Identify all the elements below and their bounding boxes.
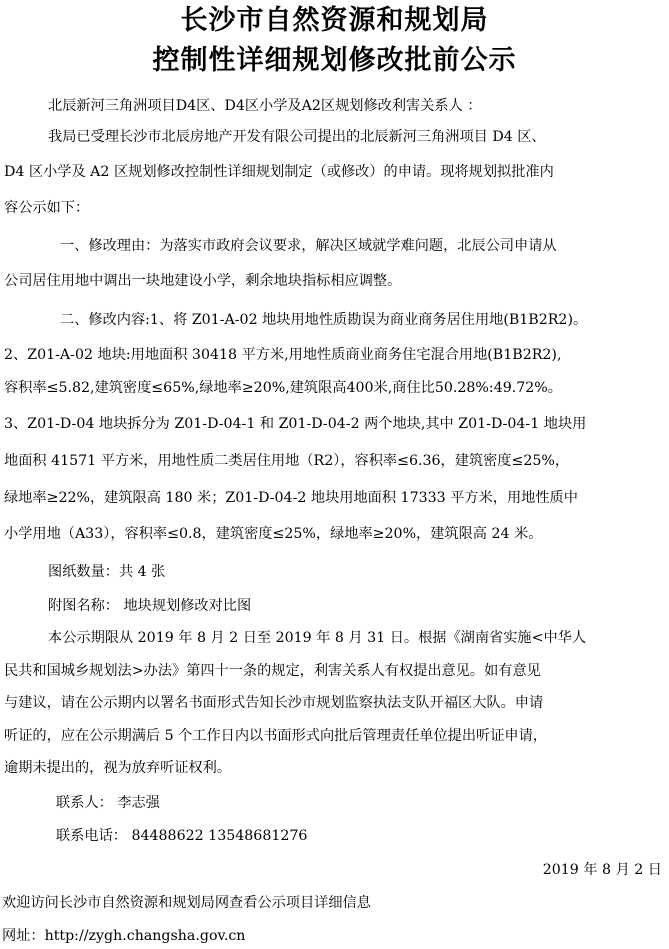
greeting-line: 北辰新河三角洲项目D4区、D4区小学及A2区规划修改利害关系人 ： [48,98,482,114]
intro-line: 容公示如下： [4,200,90,216]
period-line: 与建议，请在公示期内以署名书面形式告知长沙市规划监察执法支队开福区大队。申请 [4,695,544,711]
contact-phone: 联系电话： 84488622 13548681276 [56,828,308,844]
reason-line: 公司居住用地中调出一块地建设小学，剩余地块指标相应调整。 [4,273,402,289]
intro-line: 我局已受理长沙市北辰房地产开发有限公司提出的北辰新河三角洲项目 D4 区、 [48,129,546,145]
footer-visit-text: 欢迎访问长沙市自然资源和规划局网查看公示项目详细信息 [2,895,371,911]
contact-person: 联系人： 李志强 [56,795,160,811]
period-line: 逾期未提出的，视为放弃听证权利。 [4,760,232,776]
content-line: 地面积 41571 平方米，用地性质二类居住用地（R2），容积率≤6.36，建筑密度≤25%， [4,453,570,469]
content-line: 2、Z01-A-02 地块:用地面积 30418 平方米,用地性质商业商务住宅混合用地(B1B2R2), [4,347,562,363]
footer-url[interactable]: 网址：http://zygh.changsha.gov.cn [2,928,246,944]
page-title: 长沙市自然资源和规划局 [180,5,489,36]
content-line: 二、修改内容:1、将 Z01-A-02 地块用地性质勘误为商业商务居住用地(B1B2R2)。 [60,312,588,328]
content-line: 绿地率≥22%，建筑限高 180 米；Z01-D-04-2 地块用地面积 17333 平方米，用地性质中 [4,490,578,506]
period-line: 听证的，应在公示期满后 5 个工作日内以书面形式向批后管理责任单位提出听证申请， [4,728,547,744]
page-subtitle: 控制性详细规划修改批前公示 [152,45,517,76]
period-line: 民共和国城乡规划法>办法》第四十一条的规定，利害关系人有权提出意见。如有意见 [4,663,541,679]
drawing-name: 附图名称： 地块规划修改对比图 [48,598,252,614]
reason-line: 一、修改理由：为落实市政府会议要求，解决区域就学难问题，北辰公司申请从 [60,238,557,254]
drawing-count: 图纸数量：共 4 张 [48,564,166,580]
content-line: 小学用地（A33），容积率≤0.8，建筑密度≤25%，绿地率≥20%，建筑限高 24 米。 [4,526,543,542]
content-line: 容积率≤5.82,建筑密度≤65%,绿地率≥20%,建筑限高400米,商住比50.28%:49.72%。 [4,380,562,396]
period-line: 本公示期限从 2019 年 8 月 2 日至 2019 年 8 月 31 日。根据《湖南省实施<中华人 [48,630,587,646]
notice-date: 2019 年 8 月 2 日 [542,862,662,878]
intro-line: D4 区小学及 A2 区规划修改控制性详细规划制定（或修改）的申请。现将规划拟批准内 [4,164,554,180]
content-line: 3、Z01-D-04 地块拆分为 Z01-D-04-1 和 Z01-D-04-2 两个地块,其中 Z01-D-04-1 地块用 [4,416,587,432]
